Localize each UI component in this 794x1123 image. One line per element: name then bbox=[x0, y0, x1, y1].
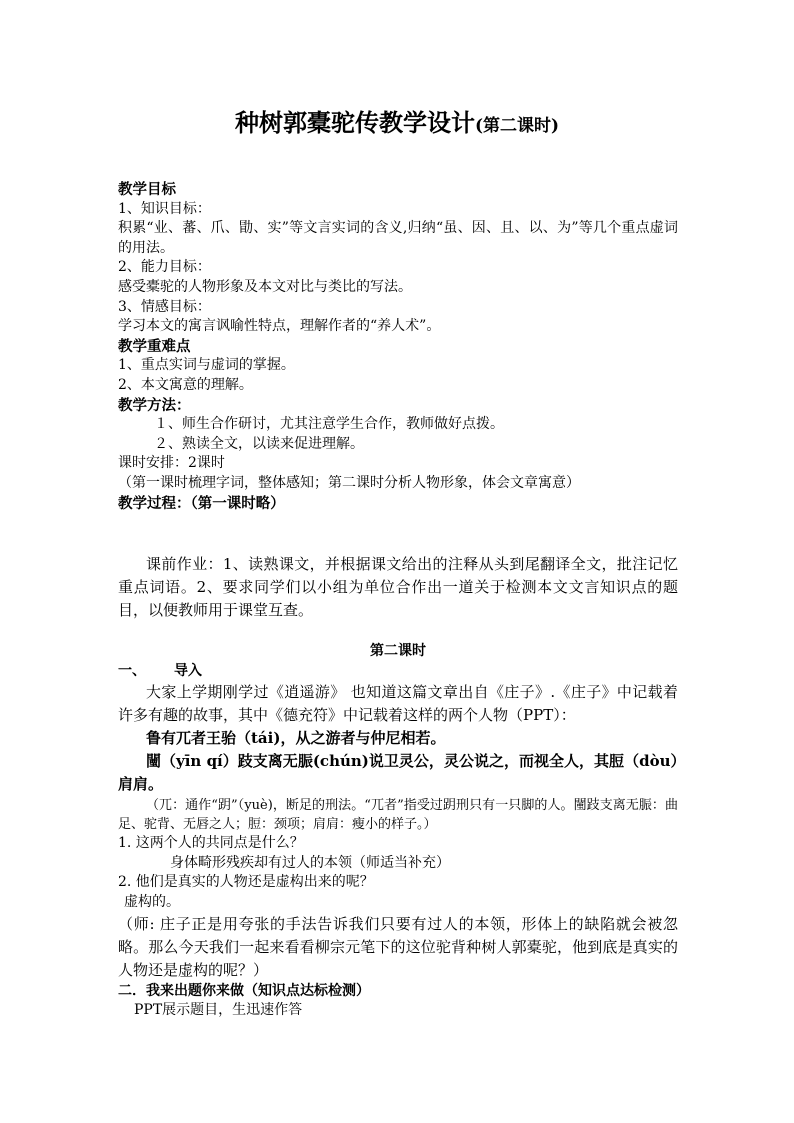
section-1-heading bbox=[118, 662, 678, 682]
methods-heading: 教学方法： bbox=[118, 396, 191, 414]
emotion-label: 3、情感目标： bbox=[118, 298, 211, 315]
ability-label: 2、能力目标： bbox=[118, 259, 211, 276]
difficulty-item-1: 1、重点实词与虚词的掌握。 bbox=[118, 357, 295, 374]
method-item-2: ２、熟读全文，以读来促进理解。 bbox=[154, 435, 364, 452]
schedule-line: 课时安排：2课时 bbox=[118, 455, 225, 472]
document-title bbox=[0, 103, 794, 138]
document-body bbox=[118, 180, 678, 1021]
question-1: 1. 这两个人的共同点是什么？ bbox=[118, 835, 304, 852]
quote-2: 闉（yīn qí）跂支离无脤(chún)说卫灵公，灵公说之，而视全人，其脰（dòu）肩肩。 bbox=[118, 752, 678, 794]
title-main: 种树郭橐驼传教学设计 bbox=[234, 108, 475, 137]
homework-paragraph: 课前作业：1、读熟课文，并根据课文给出的注释从头到尾翻译全文，批注记忆重点词语。2、要求同学们以小组为单位合作出一道关于检测本文文言知识点的题目，以便教师用于课堂互查。 bbox=[118, 555, 678, 620]
ppt-instruction: PPT展示题目，生迅速作答 bbox=[134, 1002, 303, 1019]
difficulties-heading: 教学重难点 bbox=[118, 337, 191, 355]
emotion-text: 学习本文的寓言讽喻性特点，理解作者的“养人术”。 bbox=[118, 318, 441, 335]
title-subtitle: (第二课时) bbox=[474, 116, 560, 136]
section-1-title: 导入 bbox=[174, 662, 202, 679]
schedule-note: （第一课时梳理字词，整体感知；第二课时分析人物形象，体会文章寓意） bbox=[118, 474, 580, 491]
knowledge-text: 积累“业、蕃、爪、勖、实”等文言实词的含义,归纳“虽、因、且、以、为”等几个重点虚词的用法。 bbox=[118, 220, 678, 256]
quote-1: 鲁有兀者王骀（tái)，从之游者与仲尼相若。 bbox=[146, 729, 446, 748]
objectives-heading: 教学目标 bbox=[118, 181, 176, 198]
ability-text: 感受橐驼的人物形象及本文对比与类比的写法。 bbox=[118, 278, 412, 295]
annotation-note: （兀：通作“跀”（yuè)，断足的刑法。“兀者”指受过跀刑只有一只脚的人。闉跂支离无脤：曲足、驼背、无唇之人；脰：颈项；肩肩：瘦小的样子。） bbox=[118, 798, 678, 833]
intro-paragraph: 大家上学期刚学过《逍遥游》 也知道这篇文章出自《庄子》.《庄子》中记载着许多有趣的故事，其中《德充符》中记载着这样的两个人物（PPT）： bbox=[118, 683, 678, 725]
answer-2: 虚构的。 bbox=[124, 894, 180, 911]
knowledge-label: 1、知识目标： bbox=[118, 200, 211, 217]
section-2-heading: 二．我来出题你来做（知识点达标检测） bbox=[118, 982, 370, 999]
process-heading: 教学过程：（第一课时略） bbox=[118, 494, 285, 512]
difficulty-item-2: 2、本文寓意的理解。 bbox=[118, 376, 253, 393]
lesson2-heading: 第二课时 bbox=[370, 643, 426, 660]
method-item-1: １、师生合作研讨，尤其注意学生合作，教师做好点拨。 bbox=[154, 416, 504, 433]
section-1-number: 一、 bbox=[118, 662, 146, 679]
answer-1: 身体畸形残疾却有过人的本领（师适当补充） bbox=[170, 854, 450, 871]
question-2: 2. 他们是真实的人物还是虚构出来的呢？ bbox=[118, 874, 374, 891]
teacher-note: （师: 庄子正是用夸张的手法告诉我们只要有过人的本领，形体上的缺陷就会被忽略。那么今天我们一起来看看柳宗元笔下的这位驼背种树人郭橐驼，他到底是真实的人物还是虚构的呢？） bbox=[118, 914, 678, 979]
